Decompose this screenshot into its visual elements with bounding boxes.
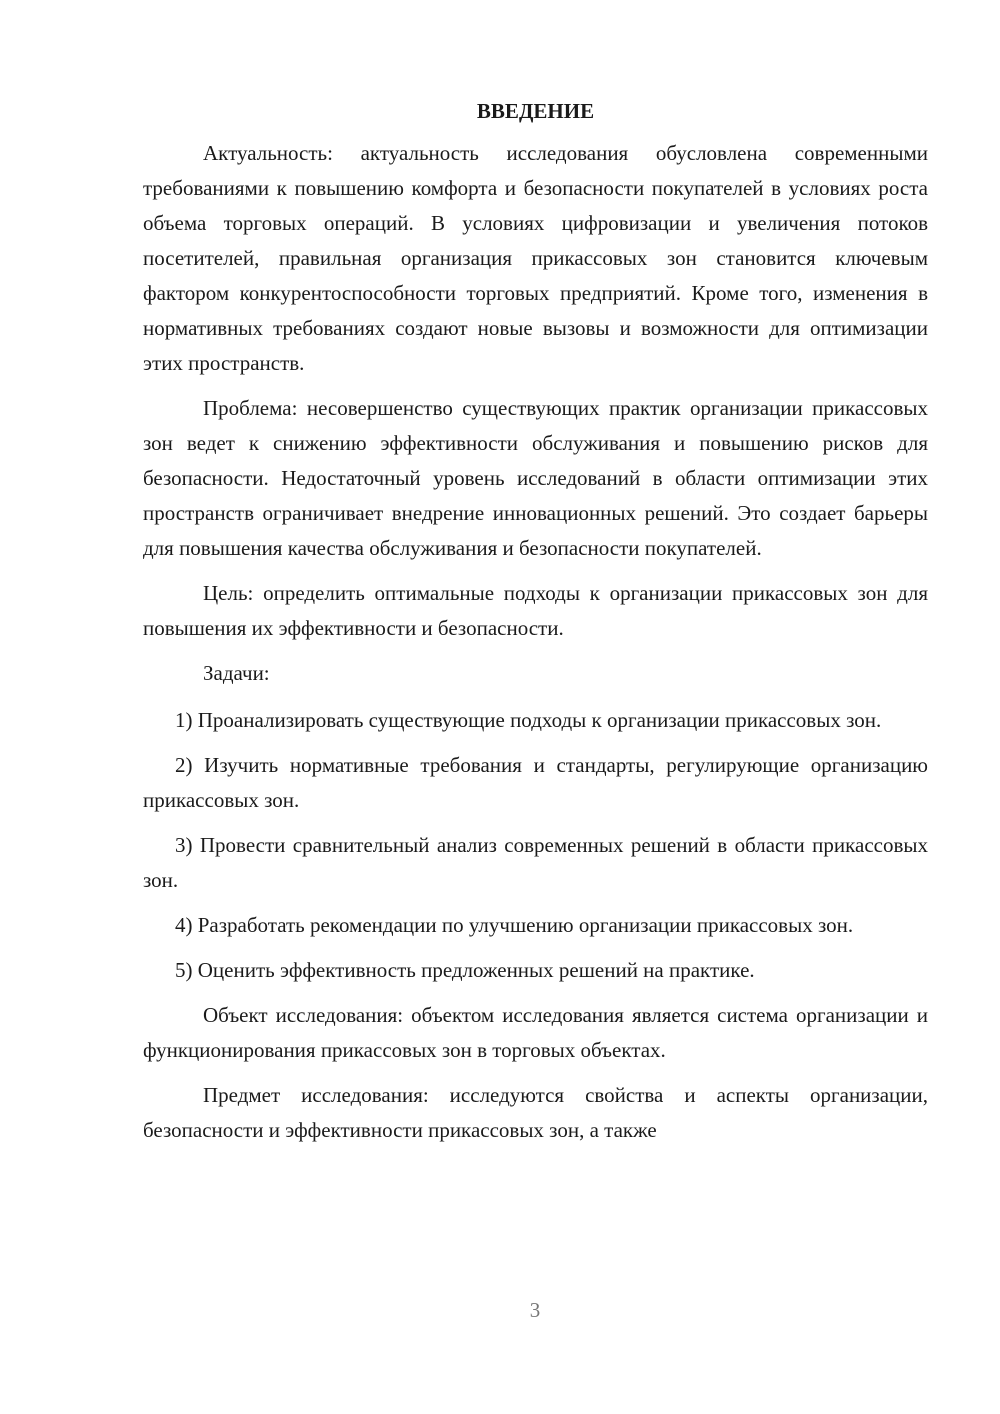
page-title: ВВЕДЕНИЕ — [476, 99, 595, 123]
page-content — [143, 96, 928, 1158]
paragraph-subject: Предмет исследования: исследуются свойства и аспекты организации, безопасности и эффективности прикассовых зон, а также — [143, 1083, 928, 1142]
task-item-2: 2) Изучить нормативные требования и стандарты, регулирующие организацию прикассовых зон. — [143, 753, 928, 812]
paragraph-goal: Цель: определить оптимальные подходы к организации прикассовых зон для повышения их эффективности и безопасности. — [143, 581, 928, 640]
task-item-5: 5) Оценить эффективность предложенных решений на практике. — [175, 958, 755, 982]
paragraph-object: Объект исследования: объектом исследования является система организации и функционирования прикассовых зон в торговых объектах. — [143, 1003, 928, 1062]
paragraph-relevance: Актуальность: актуальность исследования обусловлена современными требованиями к повышению комфорта и безопасности покупателей в условиях роста объема торговых операций. В условиях цифровизации и увеличения потоков посетителей, правильная организация прикассовых зон становится ключевым фактором конкурентоспособности торговых предприятий. Кроме того, изменения в нормативных требованиях создают новые вызовы и возможности для оптимизации этих пространств. — [143, 141, 928, 375]
tasks-heading: Задачи: — [203, 661, 270, 685]
page-number: 3 — [529, 1298, 541, 1322]
task-item-1: 1) Проанализировать существующие подходы к организации прикассовых зон. — [175, 708, 882, 732]
paragraph-problem: Проблема: несовершенство существующих практик организации прикассовых зон ведет к снижению эффективности обслуживания и повышению рисков для безопасности. Недостаточный уровень исследований в области оптимизации этих пространств ограничивает внедрение инновационных решений. Это создает барьеры для повышения качества обслуживания и безопасности покупателей. — [143, 396, 928, 560]
task-item-4: 4) Разработать рекомендации по улучшению организации прикассовых зон. — [175, 913, 854, 937]
task-item-3: 3) Провести сравнительный анализ современных решений в области прикассовых зон. — [143, 833, 928, 892]
